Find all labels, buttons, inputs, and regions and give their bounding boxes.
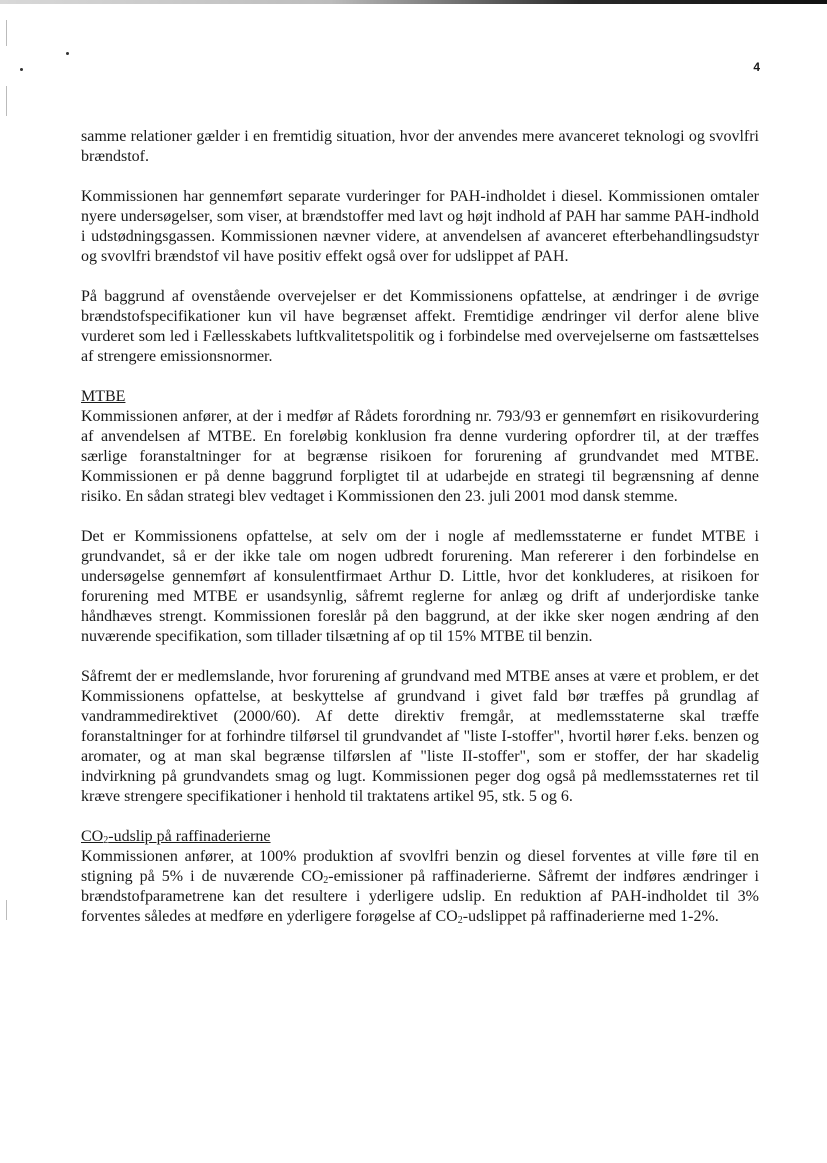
document-body <box>81 127 759 947</box>
co2-text-part: -udslippet på raffinaderierne med 1-2%. <box>462 908 719 925</box>
paragraph-intro: samme relationer gælder i en fremtidig situation, hvor der anvendes mere avanceret teknologi og svovlfri brændstof. <box>81 128 759 165</box>
paragraph-mtbe-groundwater: Det er Kommissionens opfattelse, at selv om der i nogle af medlemsstaterne er fundet MTBE i grundvandet, så er der ikke tale om nogen udbredt forurening. Man refererer i den forbindelse en undersøgelse gennemført af konsulentfirmaet Arthur D. Little, hvor det konkluderes, at risikoen for forurening med MTBE er usandsynlig, såfremt reglerne for anlæg og drift af underjordiske tanke håndhæves strengt. Kommissionen foreslår på den baggrund, at der ikke sker nogen ændring af den nuværende specifikation, som tillader tilsætning af op til 15% MTBE til benzin. <box>81 528 759 645</box>
section-mtbe <box>81 387 759 507</box>
co2-text-part: -emissioner på raffinaderierne. Såfremt der indføres ændringer i brændstofparametrene kan det resultere i yderligere udslip. En reduktion af PAH-indholdet til 3% forventes således at medføre en yderligere forøgelse af CO <box>81 868 760 925</box>
scan-edge-mark <box>6 900 7 920</box>
scan-speck <box>66 52 69 55</box>
paragraph-pah-diesel: Kommissionen har gennemført separate vurderinger for PAH-indholdet i diesel. Kommissionen omtaler nyere undersøgelser, som viser, at brændstoffer med lavt og højt indhold af PAH har samme PAH-indhold i udstødningsgassen. Kommissionen nævner videre, at anvendelsen af avanceret efterbehandlingsudstyr og svovlfri brændstof vil have positiv effekt også over for udslippet af PAH. <box>81 188 759 265</box>
heading-co2-suffix: -udslip på raffinaderierne <box>108 828 271 845</box>
heading-co2-subscript: 2 <box>103 835 109 846</box>
scan-edge-mark <box>6 20 7 46</box>
heading-co2-prefix: CO <box>81 828 104 845</box>
paragraph-fuel-specifications: På baggrund af ovenstående overvejelser er det Kommissionens opfattelse, at ændringer i de øvrige brændstofspecifikationer kun vil have begrænset affekt. Fremtidige ændringer vil derfor alene blive vurderet som led i Fællesskabets luftkvalitetspolitik og i forbindelse med overvejelserne om fastsættelses af strengere emissionsnormer. <box>81 288 759 365</box>
scan-top-edge <box>0 0 827 4</box>
paragraph-mtbe-water-directive: Såfremt der er medlemslande, hvor forurening af grundvand med MTBE anses at være et problem, er det Kommissionens opfattelse, at beskyttelse af grundvand i givet fald bør træffes på grundlag af vandrammedirektivet (2000/60). Af dette direktiv fremgår, at medlemsstaterne skal træffe foranstaltninger for at forhindre tilførsel til grundvandet af "liste I-stoffer", hvortil hører f.eks. benzen og aromater, og at man skal begrænse tilførslen af "liste II-stoffer", som er stoffer, der har skadelig indvirkning på grundvandets smag og lugt. Kommissionen peger dog også på medlemsstaternes ret til kræve strengere specifikationer i henhold til traktatens artikel 95, stk. 5 og 6. <box>81 668 759 805</box>
section-co2-emissions <box>81 827 759 927</box>
section-heading-co2 <box>81 827 759 847</box>
co2-subscript: 2 <box>323 875 329 886</box>
section-heading-mtbe: MTBE <box>81 388 126 405</box>
co2-text-part: Kommissionen anfører, at 100% produktion af svovlfri benzin og diesel forventes at ville føre til en stigning på 5% i de nuværende CO <box>81 848 759 885</box>
co2-subscript: 2 <box>457 915 463 926</box>
scan-speck <box>20 68 23 71</box>
scan-edge-mark <box>6 86 7 116</box>
paragraph-mtbe-risk-assessment: Kommissionen anfører, at der i medfør af Rådets forordning nr. 793/93 er gennemført en risikovurdering af anvendelsen af MTBE. En foreløbig konklusion fra denne vurdering opfordrer til, at der træffes særlige foranstaltninger for at begrænse risikoen for forurening af grundvandet med MTBE. Kommissionen er på denne baggrund forpligtet til at udarbejde en strategi til begrænsning af denne risiko. En sådan strategi blev vedtaget i Kommissionen den 23. juli 2001 mod dansk stemme. <box>81 408 759 505</box>
paragraph-co2-refineries <box>81 847 759 927</box>
page-number: 4 <box>753 60 760 74</box>
